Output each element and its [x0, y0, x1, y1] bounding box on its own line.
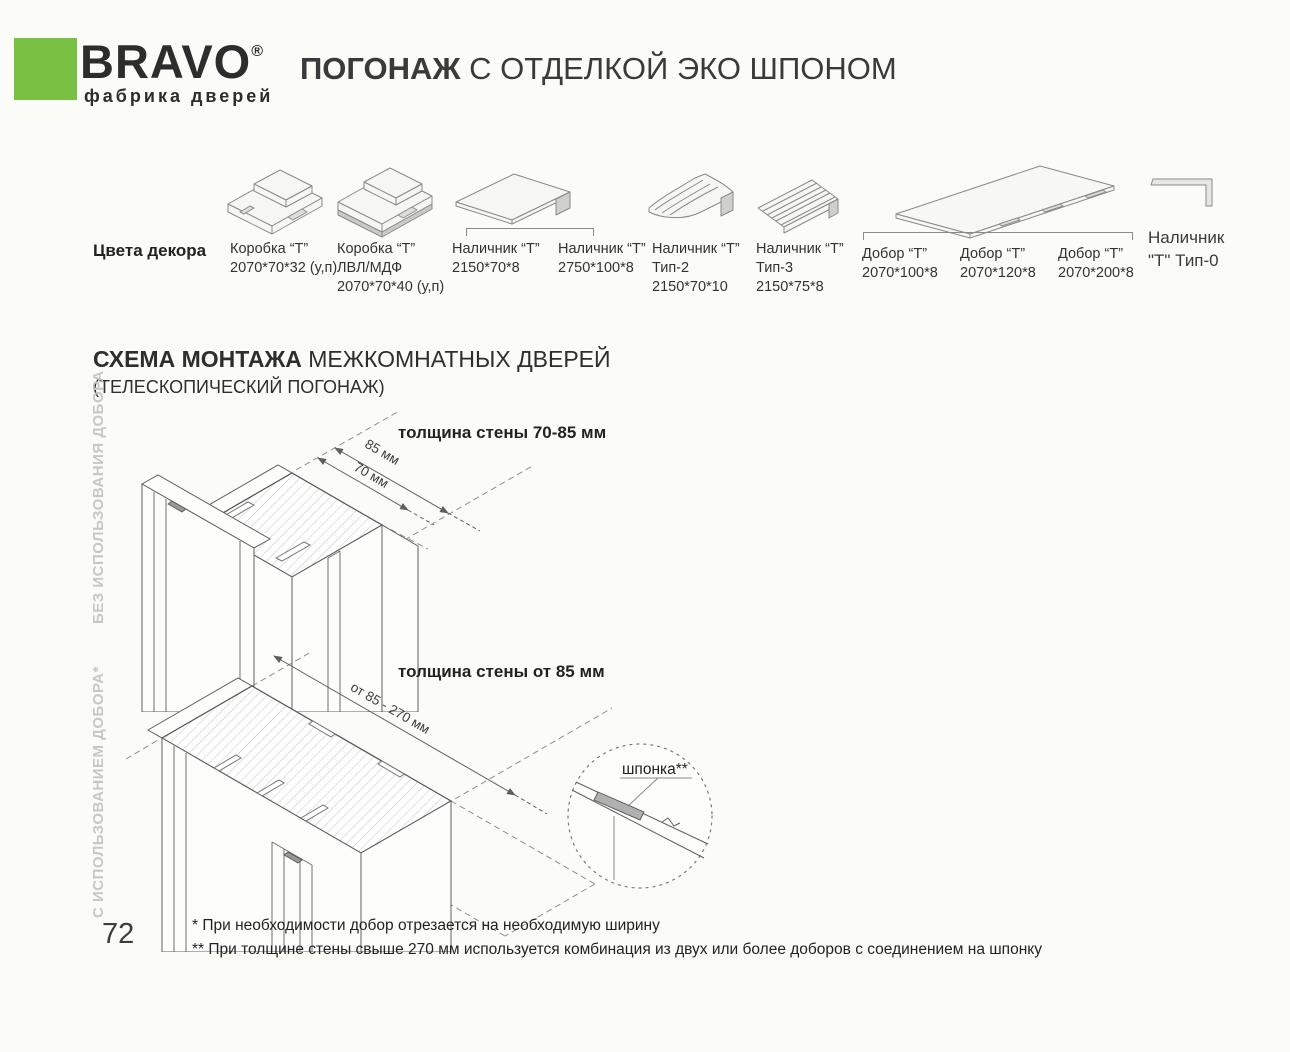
product-size: 2150*75*8 [756, 279, 824, 295]
nalichnik-tip2-icon [645, 166, 743, 230]
group-bracket-dobor [863, 232, 1133, 240]
shponka-label: шпонка** [622, 761, 688, 778]
decor-colors-label: Цвета декора [93, 241, 207, 260]
scheme-title [93, 346, 611, 373]
shponka-detail-circle [558, 732, 723, 897]
product-label [558, 240, 646, 278]
nalichnik-t-flat-icon [452, 166, 577, 230]
dim-70-label: 70 мм [351, 459, 392, 491]
product-label [756, 240, 844, 297]
page-title [300, 51, 897, 87]
footnotes [192, 914, 1042, 962]
page-number: 72 [102, 918, 135, 950]
product-size: 2150*70*10 [652, 279, 728, 295]
product-name: Наличник “Т” [558, 241, 646, 257]
product-name: Добор “Т” [960, 246, 1026, 262]
product-size: 2070*200*8 [1058, 265, 1134, 281]
product-label [230, 240, 337, 278]
product-name: Наличник “Т” [756, 241, 844, 257]
korobka-t-icon [222, 160, 334, 238]
product-label [862, 245, 938, 283]
diagram2-side-label: С ИСПОЛЬЗОВАНИЕМ ДОБОРА* [90, 666, 107, 918]
product-type: Тип-3 [756, 260, 794, 276]
product-size: 2150*70*8 [452, 260, 520, 276]
brand-name [80, 35, 265, 88]
product-label [652, 240, 740, 297]
product-size: 2070*70*40 (у,п) [337, 279, 445, 295]
footnote-1: * При необходимости добор отрезается на необходимую ширину [192, 917, 660, 934]
product-size: 2070*100*8 [862, 265, 938, 281]
scheme-title-rest: МЕЖКОМНАТНЫХ ДВЕРЕЙ [301, 346, 611, 372]
nalichnik-tip0-icon [1150, 176, 1216, 210]
diagram1-caption: толщина стены 70-85 мм [398, 423, 607, 442]
product-size: 2750*100*8 [558, 260, 634, 276]
product-name: Наличник [1148, 228, 1225, 247]
product-size: 2070*120*8 [960, 265, 1036, 281]
brand-tagline: фабрика дверей [84, 86, 274, 106]
nalichnik-tip3-icon [750, 166, 846, 236]
brand-name-text: BRAVO [80, 35, 252, 88]
product-size: 2070*70*32 (у,п) [230, 260, 338, 276]
product-label [337, 240, 444, 297]
product-label [1058, 245, 1134, 283]
product-label [452, 240, 540, 278]
diagram2-caption: толщина стены от 85 мм [398, 662, 605, 681]
product-name: Наличник “Т” [652, 241, 740, 257]
brand-logo-square [14, 38, 77, 100]
page-title-bold: ПОГОНАЖ [300, 51, 461, 86]
scheme-title-bold: СХЕМА МОНТАЖА [93, 346, 302, 372]
footnote-2: ** При толщине стены свыше 270 мм используется комбинация из двух или более доборов с соединением на шпонку [192, 941, 1042, 958]
product-material: ЛВЛ/МДФ [337, 260, 403, 276]
product-name: Добор “Т” [1058, 246, 1124, 262]
group-bracket-nalichnik [466, 228, 594, 236]
diagram1-side-label: БЕЗ ИСПОЛЬЗОВАНИЯ ДОБОРА [90, 370, 107, 624]
dim-85-label: 85 мм [362, 436, 403, 468]
product-name: Коробка “Т” [230, 241, 309, 257]
brand-registered-mark: ® [251, 43, 265, 60]
korobka-t-lvl-icon [330, 158, 445, 240]
page-title-rest: С ОТДЕЛКОЙ ЭКО ШПОНОМ [460, 51, 897, 86]
product-label [960, 245, 1036, 283]
product-type: "Т" Тип-0 [1148, 251, 1219, 270]
product-label [1148, 226, 1224, 272]
product-name: Наличник “Т” [452, 241, 540, 257]
dobor-panel-icon [890, 158, 1122, 240]
product-type: Тип-2 [652, 260, 690, 276]
product-name: Коробка “Т” [337, 241, 416, 257]
product-name: Добор “Т” [862, 246, 928, 262]
scheme-subtitle: (ТЕЛЕСКОПИЧЕСКИЙ ПОГОНАЖ) [93, 377, 385, 397]
dim-85-270-label: от 85 - 270 мм [347, 679, 433, 737]
